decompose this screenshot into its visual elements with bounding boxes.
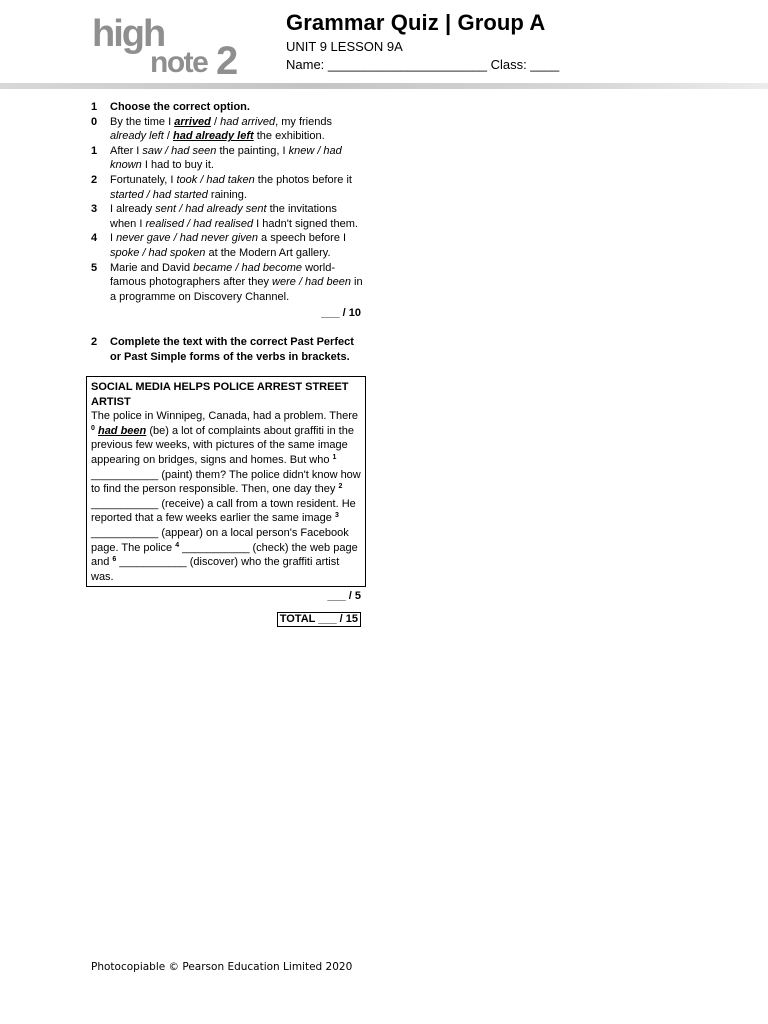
exercise-2-score: ___ / 5 xyxy=(327,590,361,603)
option-text: sent / had already sent xyxy=(155,203,267,216)
answer-example: had been xyxy=(97,424,147,437)
text-segment: ___________ (discover) who the graffiti artist was. xyxy=(91,556,340,583)
text-segment: ___________ (paint) them? The police didn't know how to find the person responsible. Then, one day they xyxy=(91,468,361,496)
exercise-1-number: 1 xyxy=(91,101,98,113)
name-class-line: Name: ______________________ Class: ____ xyxy=(286,57,560,72)
gap-number: 2 xyxy=(338,483,343,491)
exercise-1-instruction: Choose the correct option. xyxy=(110,101,250,113)
text-segment: a speech before I xyxy=(258,232,347,245)
text-segment: raining. xyxy=(207,188,247,201)
option-text: took / had taken xyxy=(176,173,255,186)
option-text: never gave / had never given xyxy=(116,232,258,245)
text-segment: I xyxy=(110,232,117,245)
text-segment: in a programme on Discovery Channel. xyxy=(110,276,363,303)
text-segment: The police in Winnipeg, Canada, had a problem. There xyxy=(91,410,359,423)
question-item xyxy=(88,173,363,202)
text-segment: I had to buy it. xyxy=(141,159,214,172)
gap-number: 4 xyxy=(175,541,180,549)
text-segment: Marie and David xyxy=(110,261,194,274)
text-segment: at the Modern Art gallery. xyxy=(205,246,331,259)
text-segment: world-famous photographers after they xyxy=(110,261,336,289)
gap-number: 0 xyxy=(91,424,95,432)
gap-number: 6 xyxy=(112,556,117,564)
text-segment: the painting, I xyxy=(216,144,289,157)
quiz-column xyxy=(88,100,363,627)
text-segment: By the time I xyxy=(110,115,175,128)
unit-lesson: UNIT 9 LESSON 9A xyxy=(286,39,403,54)
question-number: 2 xyxy=(91,173,98,186)
text-segment: the exhibition. xyxy=(253,130,325,143)
question-number: 5 xyxy=(91,261,98,274)
option-text: realised / had realised xyxy=(145,217,254,230)
option-text: started / had started xyxy=(110,188,208,201)
question-item xyxy=(88,231,363,260)
answer-example: had already left xyxy=(172,130,254,143)
high-note-logo xyxy=(92,14,244,76)
article-box xyxy=(86,376,366,587)
option-text: saw / had seen xyxy=(142,144,217,157)
logo-number: 2 xyxy=(216,39,239,76)
question-number: 3 xyxy=(91,203,98,216)
page-title: Grammar Quiz | Group A xyxy=(286,10,546,35)
question-number: 4 xyxy=(91,232,98,245)
exercise-1-score: ___ / 10 xyxy=(321,307,361,320)
logo-word-note: note xyxy=(150,46,208,76)
exercise-1-heading xyxy=(88,100,363,115)
exercise-2-number: 2 xyxy=(91,335,98,348)
text-segment: ___________ (check) the web page and xyxy=(91,541,358,569)
article-text xyxy=(91,409,361,584)
exercise-2-heading xyxy=(88,335,363,364)
text-segment: I already xyxy=(110,203,156,216)
question-item xyxy=(88,115,363,144)
gap-number: 1 xyxy=(332,454,337,462)
question-number: 0 xyxy=(91,115,98,128)
article-title: SOCIAL MEDIA HELPS POLICE ARREST STREET ARTIST xyxy=(91,381,349,408)
gap-number: 3 xyxy=(334,512,339,520)
text-segment: ___________ (receive) a call from a town resident. He reported that a few weeks earlier the same image xyxy=(91,497,356,525)
option-text: spoke / had spoken xyxy=(110,246,206,259)
text-segment: the invitations when I xyxy=(110,203,337,230)
logo-word-high: high xyxy=(92,14,165,55)
text-segment: , my friends xyxy=(275,115,332,128)
exercise-1-items xyxy=(88,115,363,305)
exercise-2-instruction: Complete the text with the correct Past Perfect or Past Simple forms of the verbs in brackets. xyxy=(110,335,354,363)
copyright-footer: Photocopiable © Pearson Education Limited 2020 xyxy=(91,961,353,973)
text-segment: / xyxy=(163,130,173,143)
option-text: knew / had known xyxy=(110,144,342,172)
answer-example: arrived xyxy=(174,115,211,128)
option-text: had arrived xyxy=(220,115,276,128)
text-segment: After I xyxy=(110,144,143,157)
question-item xyxy=(88,144,363,173)
option-text: became / had become xyxy=(193,261,303,274)
option-text: were / had been xyxy=(272,276,351,289)
text-segment: / xyxy=(210,115,221,128)
question-item xyxy=(88,261,363,305)
option-text: already left xyxy=(110,130,164,143)
header-divider xyxy=(0,83,768,89)
text-segment: I hadn't signed them. xyxy=(253,217,358,230)
question-number: 1 xyxy=(91,144,98,157)
text-segment: (be) a lot of complaints about graffiti in the previous few weeks, with pictures of the same image appearing on bridges, signs and homes. But who xyxy=(91,424,354,467)
total-score: TOTAL ___ / 15 xyxy=(277,612,361,627)
text-segment: the photos before it xyxy=(254,173,352,186)
text-segment: Fortunately, I xyxy=(110,173,177,186)
question-item xyxy=(88,202,363,231)
text-segment: ___________ (appear) on a local person's Facebook page. The police xyxy=(91,527,349,554)
